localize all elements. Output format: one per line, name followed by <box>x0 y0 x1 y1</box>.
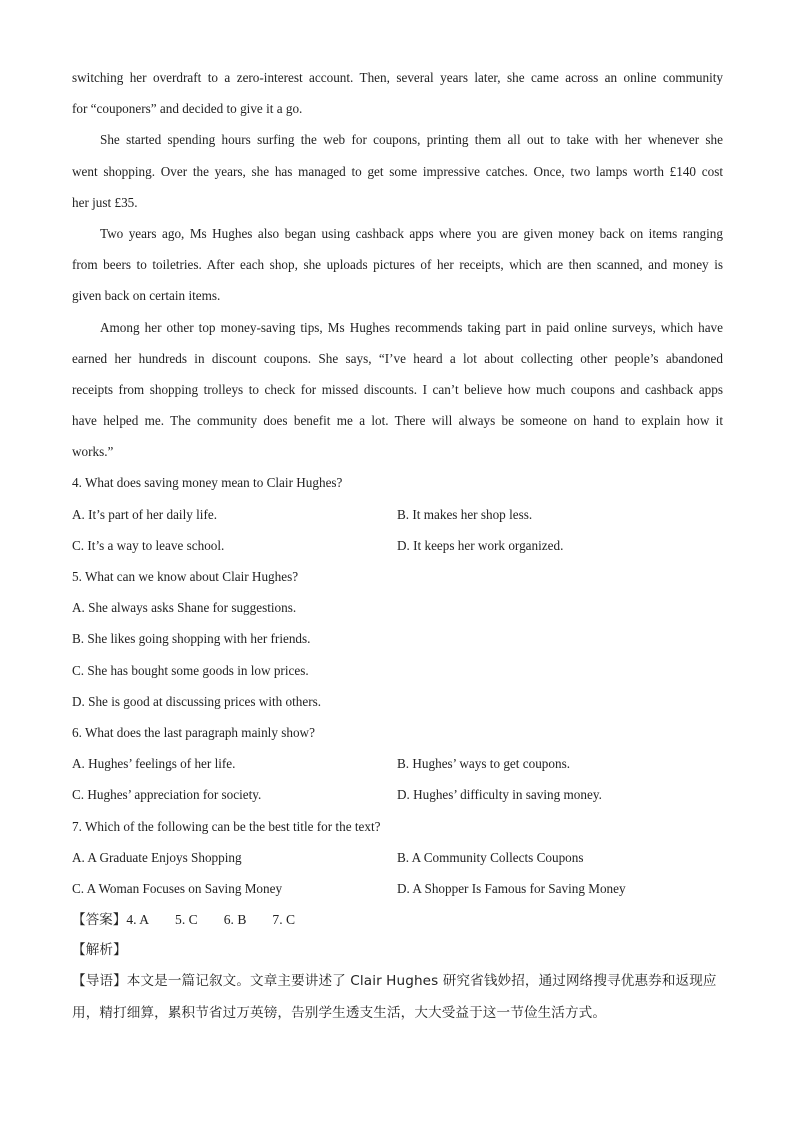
option-b: B. Hughes’ ways to get coupons. <box>397 756 571 772</box>
option-d: D. She is good at discussing prices with others. <box>72 693 322 709</box>
question-stem: 7. Which of the following can be the best title for the text? <box>72 818 381 834</box>
answer-item: 7. C <box>272 912 296 928</box>
paragraph-3 <box>72 218 723 312</box>
text-line: Two years ago, Ms Hughes also began using cashback apps where you are given money back on items ranging <box>100 225 723 241</box>
text-line: from beers to toiletries. After each shop, she uploads pictures of her receipts, which are then scanned, and money is <box>72 257 723 273</box>
answer-item: 6. B <box>223 912 247 928</box>
text-line: given back on certain items. <box>72 288 221 304</box>
option-b: B. She likes going shopping with her friends. <box>72 631 311 647</box>
option-d: D. A Shopper Is Famous for Saving Money <box>397 880 626 896</box>
question-stem: 6. What does the last paragraph mainly show? <box>72 724 315 740</box>
option-c: C. A Woman Focuses on Saving Money <box>72 880 283 896</box>
text-line: switching her overdraft to a zero-interest account. Then, several years later, she came across an online community <box>72 70 723 85</box>
guide-line: 用，精打细算，累积节省过万英镑，告别学生透支生活，大大受益于这一节俭生活方式。 <box>72 1004 607 1021</box>
text-line: for “couponers” and decided to give it a go. <box>72 101 303 117</box>
text-line: her just £35. <box>72 194 138 210</box>
guide-line <box>72 966 723 997</box>
option-d: D. It keeps her work organized. <box>397 537 564 553</box>
text-line: She started spending hours surfing the web for coupons, printing them all out to take with her whenever she <box>100 132 723 148</box>
option-a: A. A Graduate Enjoys Shopping <box>72 849 242 865</box>
option-c: C. She has bought some goods in low prices. <box>72 662 309 678</box>
option-c: C. Hughes’ appreciation for society. <box>72 787 262 803</box>
paragraph-1 <box>72 62 723 124</box>
text-line: works.” <box>72 444 114 460</box>
text-line: Among her other top money-saving tips, Ms Hughes recommends taking part in paid online surveys, which have <box>100 319 723 335</box>
guide-tag: 【导语】 <box>72 973 127 990</box>
option-d: D. Hughes’ difficulty in saving money. <box>397 787 602 803</box>
answer-item: 5. C <box>175 912 198 928</box>
paragraph-2 <box>72 124 723 218</box>
option-a: A. Hughes’ feelings of her life. <box>72 756 236 772</box>
paragraph-4 <box>72 312 723 468</box>
question-4 <box>72 467 723 561</box>
option-b: B. A Community Collects Coupons <box>397 849 584 865</box>
text-line: earned her hundreds in discount coupons. She says, “I’ve heard a lot about collecting other people’s abandoned <box>72 350 723 366</box>
analysis-tag: 【解析】 <box>72 942 127 959</box>
document-page <box>72 62 723 1029</box>
text-line: have helped me. The community does benefit me a lot. There will always be someone on hand to explain how it <box>72 413 723 429</box>
text-line: receipts from shopping trolleys to check for missed discounts. I can’t believe how much coupons and cashback apps <box>72 381 723 397</box>
question-6 <box>72 717 723 811</box>
text-line: went shopping. Over the years, she has managed to get some impressive catches. Once, two lamps worth £140 cost <box>72 163 723 179</box>
question-5 <box>72 561 723 717</box>
question-stem: 5. What can we know about Clair Hughes? <box>72 569 299 584</box>
option-a: A. It’s part of her daily life. <box>72 506 218 522</box>
option-a: A. She always asks Shane for suggestions. <box>72 600 297 616</box>
option-b: B. It makes her shop less. <box>397 506 533 522</box>
answer-item: 4. A <box>126 912 150 928</box>
answer-key <box>72 904 723 935</box>
question-7 <box>72 811 723 905</box>
guide-text: 本文是一篇记叙文。文章主要讲述了 Clair Hughes 研究省钱妙招，通过网络搜寻优惠券和返现应 <box>126 973 717 990</box>
question-stem: 4. What does saving money mean to Clair Hughes? <box>72 475 343 491</box>
answer-tag: 【答案】 <box>72 912 127 929</box>
guide-section <box>72 966 723 1028</box>
option-c: C. It’s a way to leave school. <box>72 537 225 553</box>
analysis-heading <box>72 935 723 966</box>
